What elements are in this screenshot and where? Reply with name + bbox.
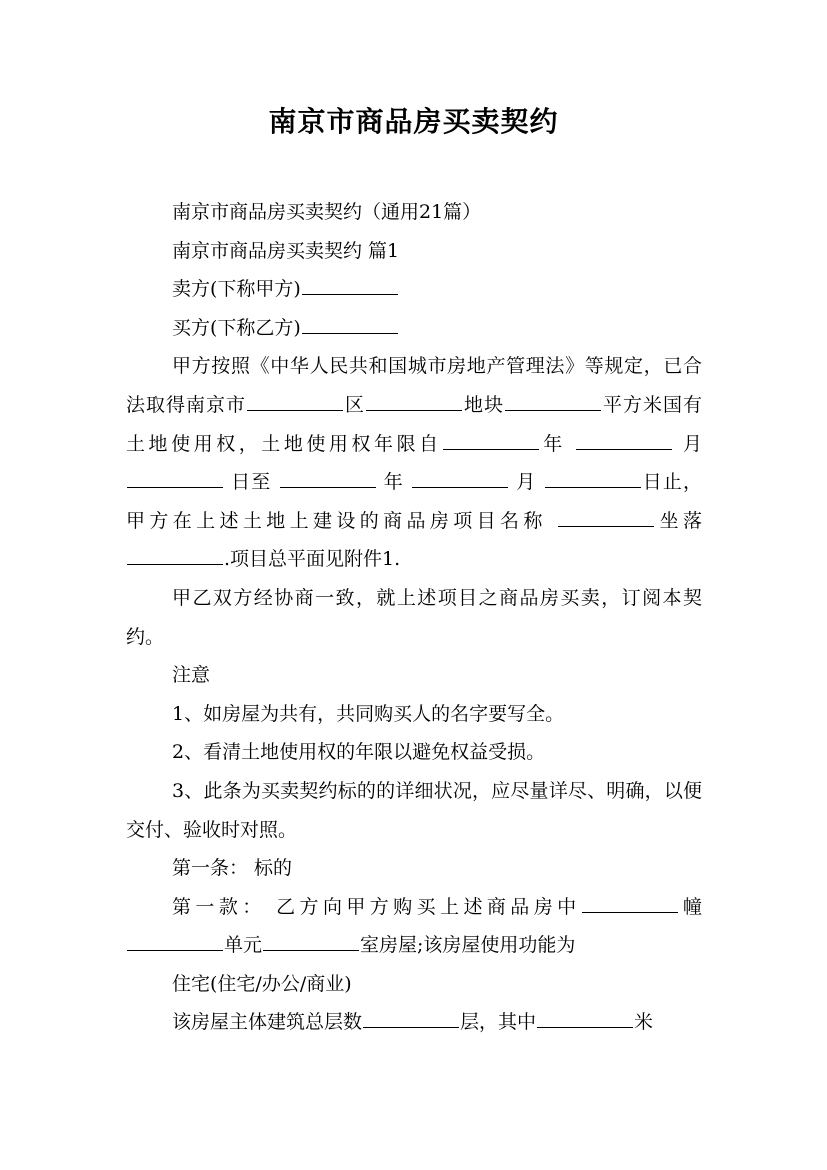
land-text: 年: [539, 432, 566, 455]
clause-text: 幢: [678, 895, 702, 918]
blank-district: [366, 409, 462, 411]
land-text: 区: [343, 393, 365, 416]
paragraph-agreement: 甲乙双方经协商一致，就上述项目之商品房买卖，订阅本契约。: [126, 586, 702, 648]
usage-line: 住宅(住宅/办公/商业): [172, 972, 352, 995]
paragraph-land: [126, 347, 702, 579]
land-text: 日止，甲方在上述土地上建设的商品房项目名称: [126, 471, 702, 532]
blank-area: [443, 448, 539, 450]
article-heading: 第一条： 标的: [172, 857, 293, 880]
land-text: 坐落: [655, 509, 702, 532]
blank-day-from: [280, 486, 376, 488]
floors-text: 米: [634, 1011, 654, 1034]
notice-item: 1、如房屋为共有，共同购买人的名字要写全。: [172, 702, 565, 725]
seller-label: 卖方(下称甲方): [172, 278, 301, 301]
floors-text: 层，其中: [460, 1011, 537, 1034]
blank-month-from: [127, 486, 223, 488]
land-text: .项目总平面见附件1.: [224, 548, 401, 571]
land-text: 年: [383, 471, 404, 494]
document-body: [126, 193, 702, 1042]
blank-month-to: [545, 486, 641, 488]
blank-unit: [127, 949, 223, 951]
clause-text: 单元: [224, 934, 263, 957]
subtitle: 南京市商品房买卖契约（通用21篇）: [172, 201, 482, 223]
blank-year-to: [412, 486, 508, 488]
land-text: 月: [516, 471, 537, 494]
blank-floors: [363, 1026, 459, 1028]
land-text: 地块: [462, 393, 504, 416]
notice-heading: 注意: [172, 664, 211, 687]
land-text: 平方米国有土地使用权，土地使用权年限自: [126, 393, 702, 455]
blank-plot: [505, 409, 601, 411]
land-text: 日至: [231, 471, 272, 494]
clause-text: 室房屋;该房屋使用功能为: [360, 934, 576, 957]
blank-project-name: [558, 525, 654, 527]
seller-line: [126, 270, 702, 309]
floors-line: [126, 1003, 702, 1042]
blank-year-from: [576, 448, 672, 450]
notice-item: 3、此条为买卖契约标的的详细状况，应尽量详尽、明确，以便交付、验收时对照。: [126, 779, 702, 841]
blank-room: [263, 949, 359, 951]
clause-1: [126, 888, 702, 965]
clause-text: 第一款： 乙方向甲方购买上述商品房中: [172, 895, 581, 918]
land-text: 甲方按照《中华人民共和国城市房地产管理法》等规定，已合法取得南京市: [126, 355, 702, 416]
blank-meters: [537, 1026, 633, 1028]
blank-city: [247, 409, 343, 411]
buyer-label: 买方(下称乙方): [172, 316, 301, 339]
notice-item: 2、看清土地使用权的年限以避免权益受损。: [172, 741, 546, 764]
seller-blank: [302, 293, 398, 295]
blank-building: [582, 911, 678, 913]
buyer-line: [126, 309, 702, 348]
blank-location: [127, 563, 223, 565]
buyer-blank: [302, 332, 398, 334]
land-text: 月: [682, 432, 702, 455]
document-title: 南京市商品房买卖契约: [268, 105, 559, 138]
chapter-heading: 南京市商品房买卖契约 篇1: [172, 239, 400, 262]
floors-text: 该房屋主体建筑总层数: [172, 1011, 363, 1034]
